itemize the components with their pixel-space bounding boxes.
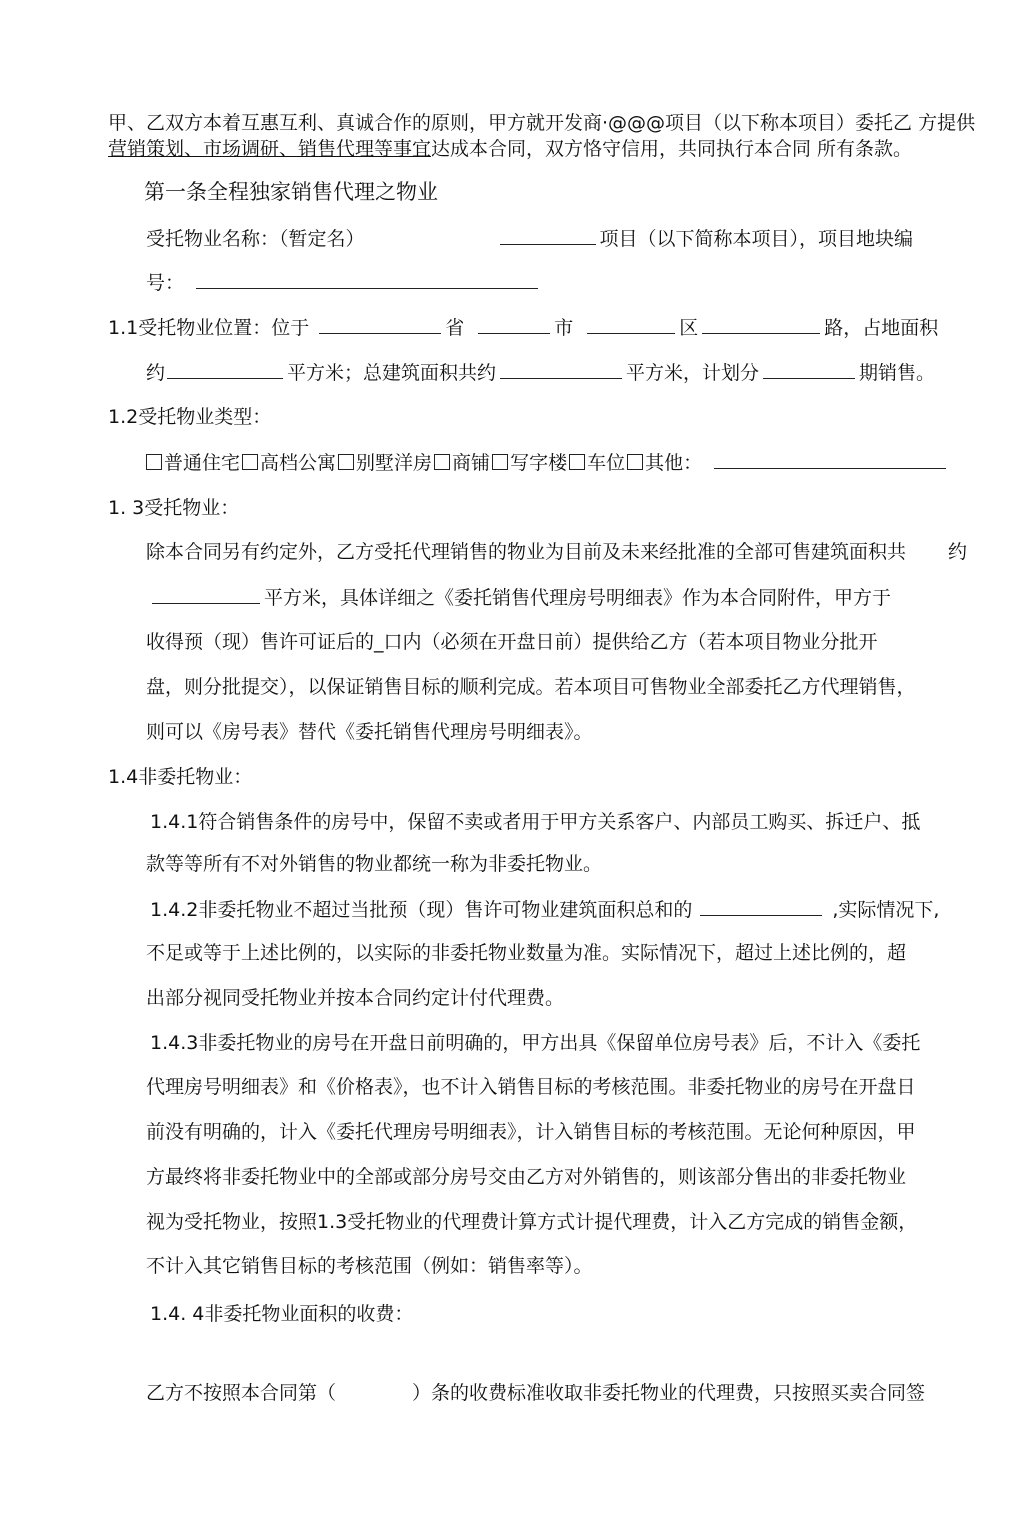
non-entrusted-ratio-blank[interactable] [700, 897, 822, 916]
fee-clause-rest: ）条的收费标准收取非委托物业的代理费，只按照买卖合同签 [412, 1382, 926, 1404]
checkbox-office[interactable] [492, 454, 508, 470]
lot-number-label: 号： [146, 272, 185, 294]
fee-clause-text: 乙方不按照本合同第（ [146, 1382, 337, 1404]
non-entrusted-ratio-text: 1.4.2非委托物业不超过当批预（现）售许可物业建筑面积总和的 [150, 899, 693, 921]
land-area-about: 约 [146, 362, 166, 384]
location-label: 1.1受托物业位置：位于 [108, 317, 310, 339]
section-1-4-1-line-1: 1.4.1符合销售条件的房号中，保留不卖或者用于甲方关系客户、内部员工购买、拆迁户、抵 [150, 811, 921, 833]
non-entrusted-ratio-suffix: ,实际情况下, [832, 899, 940, 921]
section-1-1-line-1 [108, 315, 938, 340]
intro-underlined-scope: 营销策划、市场调研、销售代理等事宜 [108, 138, 432, 160]
district-blank[interactable] [587, 315, 675, 334]
other-type-blank[interactable] [714, 450, 946, 469]
section-1-3-line-4: 盘，则分批提交），以保证销售目标的顺利完成。若本项目可售物业全部委托乙方代理销售， [146, 676, 916, 698]
property-name-blank[interactable] [500, 226, 596, 245]
option-apartment: 高档公寓 [260, 452, 337, 474]
section-1-3-line-2 [152, 585, 891, 610]
section-1-3-line-5: 则可以《房号表》替代《委托销售代理房号明细表》。 [146, 721, 593, 743]
option-office: 写字楼 [510, 452, 568, 474]
section-1-4-1-line-2: 款等等所有不对外销售的物业都统一称为非委托物业。 [146, 853, 603, 875]
intro-line-2-rest: 达成本合同，双方恪守信用，共同执行本合同 所有条款。 [431, 138, 913, 160]
city-blank[interactable] [478, 315, 550, 334]
section-1-4-3-line-6: 不计入其它销售目标的考核范围（例如：销售率等）。 [146, 1255, 593, 1277]
intro-line-2 [108, 137, 912, 161]
land-area-blank[interactable] [167, 360, 283, 379]
lot-number-line [146, 270, 542, 295]
phase-label: 期销售。 [859, 362, 936, 384]
section-1-4-4-title: 1.4. 4非委托物业面积的收费： [150, 1303, 414, 1325]
building-area-blank[interactable] [500, 360, 622, 379]
lot-number-blank[interactable] [196, 270, 538, 289]
section-1-4-2-line-2: 不足或等于上述比例的，以实际的非委托物业数量为准。实际情况下，超过上述比例的，超 [146, 942, 907, 964]
entrusted-scope-text: 除本合同另有约定外，乙方受托代理销售的物业为目前及未来经批准的全部可售建筑面积共 [146, 541, 907, 563]
option-other: 其他： [645, 452, 703, 474]
section-1-4-3-line-5: 视为受托物业，按照1.3受托物业的代理费计算方式计提代理费，计入乙方完成的销售金额， [146, 1211, 918, 1233]
option-shop: 商铺 [452, 452, 491, 474]
section-1-4-title: 1.4非委托物业： [108, 766, 253, 788]
section-1-1-line-2 [146, 360, 935, 385]
property-type-options [146, 450, 950, 475]
checkbox-villa[interactable] [338, 454, 354, 470]
province-blank[interactable] [319, 315, 441, 334]
article-1-title: 第一条全程独家销售代理之物业 [144, 180, 438, 204]
entrusted-area-text: 平方米，具体详细之《委托销售代理房号明细表》作为本合同附件，甲方于 [264, 587, 892, 609]
road-label: 路，占地面积 [824, 317, 939, 339]
building-area-unit: 平方米，计划分 [626, 362, 760, 384]
section-1-2-title: 1.2受托物业类型： [108, 406, 272, 428]
section-1-3-title: 1. 3受托物业： [108, 497, 240, 519]
section-1-4-2-line-1 [150, 897, 939, 922]
entrusted-area-blank[interactable] [152, 585, 260, 604]
section-1-4-3-line-3: 前没有明确的，计入《委托代理房号明细表》，计入销售目标的考核范围。无论何种原因，甲 [146, 1121, 916, 1143]
section-1-4-3-line-1: 1.4.3非委托物业的房号在开盘日前明确的，甲方出具《保留单位房号表》后，不计入《委托 [150, 1032, 921, 1054]
option-parking: 车位 [587, 452, 626, 474]
city-label: 市 [554, 317, 574, 339]
checkbox-apartment[interactable] [242, 454, 258, 470]
checkbox-parking[interactable] [569, 454, 585, 470]
section-1-4-4-line-1 [146, 1381, 925, 1405]
intro-line-1: 甲、乙双方本着互惠互利、真诚合作的原则，甲方就开发商·@@@项目（以下称本项目）委托乙 方提供 [108, 112, 976, 134]
section-1-3-line-3: 收得预（现）售许可证后的_口内（必须在开盘日前）提供给乙方（若本项目物业分批开 [146, 631, 878, 653]
property-name-label: 受托物业名称：（暂定名） [146, 228, 365, 250]
section-1-4-3-line-2: 代理房号明细表》和《价格表》，也不计入销售目标的考核范围。非委托物业的房号在开盘日 [146, 1076, 916, 1098]
section-1-3-line-1 [146, 540, 967, 564]
property-name-line [146, 226, 913, 251]
option-villa: 别墅洋房 [356, 452, 433, 474]
checkbox-shop[interactable] [434, 454, 450, 470]
phase-count-blank[interactable] [763, 360, 855, 379]
road-blank[interactable] [702, 315, 820, 334]
entrusted-about: 约 [948, 541, 968, 563]
property-name-suffix: 项目（以下简称本项目），项目地块编 [599, 228, 914, 250]
checkbox-residential[interactable] [146, 454, 162, 470]
checkbox-other[interactable] [627, 454, 643, 470]
province-label: 省 [445, 317, 465, 339]
section-1-4-3-line-4: 方最终将非委托物业中的全部或部分房号交由乙方对外销售的，则该部分售出的非委托物业 [146, 1166, 907, 1188]
section-1-4-2-line-3: 出部分视同受托物业并按本合同约定计付代理费。 [146, 987, 565, 1009]
option-residential: 普通住宅 [164, 452, 241, 474]
district-label: 区 [679, 317, 699, 339]
land-area-unit: 平方米；总建筑面积共约 [287, 362, 497, 384]
